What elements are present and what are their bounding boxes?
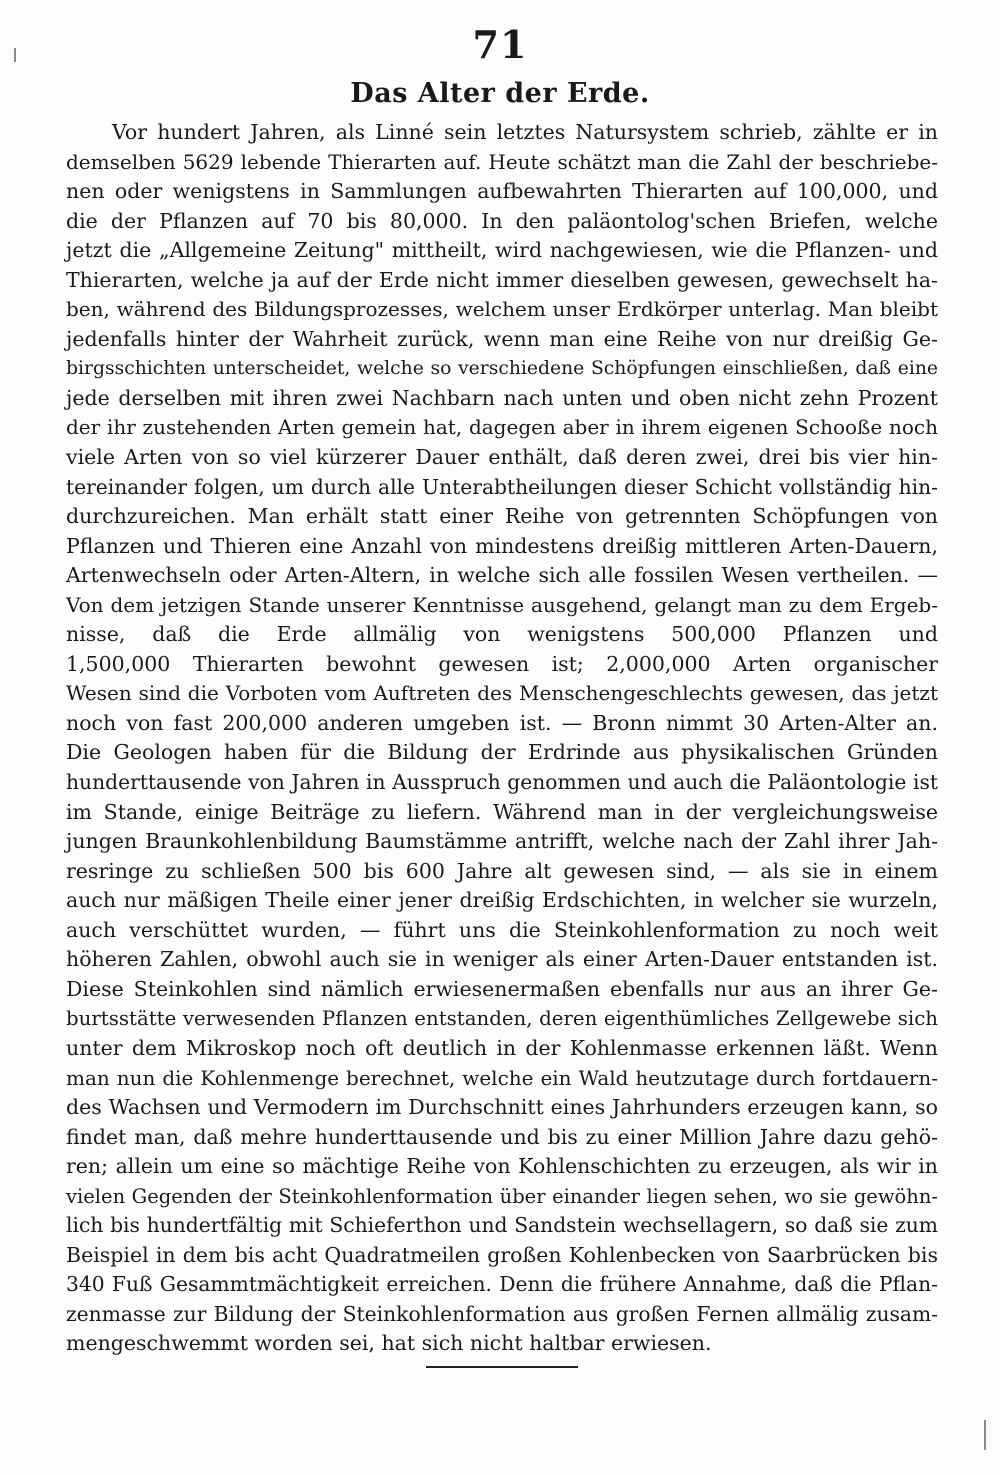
text-line: tereinander folgen, um durch alle Unterabtheilungen dieser Schicht vollständig hin- bbox=[66, 474, 938, 499]
text-line: Diese Steinkohlen sind nämlich erwiesenermaßen ebenfalls nur aus an ihrer Ge- bbox=[66, 976, 938, 1001]
text-line: zenmasse zur Bildung der Steinkohlenformation aus großen Fernen allmälig zusam- bbox=[66, 1301, 938, 1326]
text-line: Die Geologen haben für die Bildung der Erdrinde aus physikalischen Gründen bbox=[66, 740, 938, 765]
text-line: man nun die Kohlenmenge berechnet, welche ein Wald heutzutage durch fortdauern- bbox=[66, 1065, 938, 1090]
section-divider bbox=[426, 1366, 578, 1368]
text-line: burtsstätte verwesenden Pflanzen entstanden, deren eigenthümliches Zellgewebe sich bbox=[66, 1007, 938, 1031]
text-line: jetzt die „Allgemeine Zeitung" mittheilt, wird nachgewiesen, wie die Pflanzen- und bbox=[66, 238, 938, 263]
text-line: Beispiel in dem bis acht Quadratmeilen großen Kohlenbecken von Saarbrücken bis bbox=[66, 1242, 938, 1267]
text-line: Wesen sind die Vorboten vom Auftreten des Menschengeschlechts gewesen, das jetzt bbox=[66, 681, 938, 706]
text-line: viele Arten von so viel kürzerer Dauer enthält, daß deren zwei, drei bis vier hin- bbox=[66, 445, 938, 470]
text-line: birgsschichten unterscheidet, welche so verschiedene Schöpfungen einschließen, daß eine bbox=[66, 358, 938, 380]
text-line: lich bis hundertfältig mit Schieferthon und Sandstein wechsellagern, so daß sie zum bbox=[66, 1213, 938, 1238]
text-line: auch nur mäßigen Theile einer jener dreißig Erdschichten, in welcher sie wurzeln, bbox=[66, 888, 938, 913]
text-line: der ihr zustehenden Arten gemein hat, dagegen aber in ihrem eigenen Schooße noch bbox=[66, 415, 938, 440]
article-body bbox=[66, 118, 938, 1359]
text-line: auch verschüttet wurden, — führt uns die Steinkohlenformation zu noch weit bbox=[66, 917, 938, 942]
page-number: 71 bbox=[472, 22, 528, 67]
text-line: jungen Braunkohlenbildung Baumstämme antrifft, welche nach der Zahl ihrer Jah- bbox=[66, 829, 938, 854]
text-line: ben, während des Bildungsprozesses, welchem unser Erdkörper unterlag. Man bleibt bbox=[66, 297, 938, 322]
text-line: die der Pflanzen auf 70 bis 80,000. In den paläontolog'schen Briefen, welche bbox=[66, 208, 938, 233]
text-line: mengeschwemmt worden sei, hat sich nicht haltbar erwiesen. bbox=[66, 1331, 712, 1356]
article-title: Das Alter der Erde. bbox=[350, 78, 650, 109]
text-line: nisse, daß die Erde allmälig von wenigstens 500,000 Pflanzen und bbox=[66, 622, 938, 647]
text-line: 340 Fuß Gesammtmächtigkeit erreichen. Denn die frühere Annahme, daß die Pflan- bbox=[66, 1272, 938, 1297]
text-line: unter dem Mikroskop noch oft deutlich in der Kohlenmasse erkennen läßt. Wenn bbox=[66, 1035, 938, 1060]
text-line: jedenfalls hinter der Wahrheit zurück, wenn man eine Reihe von nur dreißig Ge- bbox=[66, 326, 938, 351]
text-line: Vor hundert Jahren, als Linné sein letztes Natursystem schrieb, zählte er in bbox=[112, 120, 938, 144]
text-line: demselben 5629 lebende Thierarten auf. Heute schätzt man die Zahl der beschriebe- bbox=[66, 149, 938, 174]
text-line: Von dem jetzigen Stande unserer Kenntnisse ausgehend, gelangt man zu dem Ergeb- bbox=[66, 592, 938, 617]
text-line: im Stande, einige Beiträge zu liefern. Während man in der vergleichungsweise bbox=[66, 799, 938, 824]
text-line: höheren Zahlen, obwohl auch sie in weniger als einer Arten-Dauer entstanden ist. bbox=[66, 947, 938, 972]
text-line: durchzureichen. Man erhält statt einer Reihe von getrennten Schöpfungen von bbox=[66, 504, 938, 529]
text-line: noch von fast 200,000 anderen umgeben ist. — Bronn nimmt 30 Arten-Alter an. bbox=[66, 710, 938, 735]
text-line: hunderttausende von Jahren in Ausspruch genommen und auch die Paläontologie ist bbox=[66, 770, 938, 795]
text-line: jede derselben mit ihren zwei Nachbarn nach unten und oben nicht zehn Prozent bbox=[66, 385, 938, 410]
text-line: resringe zu schließen 500 bis 600 Jahre alt gewesen sind, — als sie in einem bbox=[66, 858, 938, 883]
text-line: findet man, daß mehre hunderttausende und bis zu einer Million Jahre dazu gehö- bbox=[66, 1124, 938, 1149]
edge-mark bbox=[984, 1420, 986, 1450]
text-line: 1,500,000 Thierarten bewohnt gewesen ist; 2,000,000 Arten organischer bbox=[66, 651, 938, 676]
text-line: des Wachsen und Vermodern im Durchschnitt eines Jahrhunders erzeugen kann, so bbox=[66, 1095, 938, 1120]
text-line: vielen Gegenden der Steinkohlenformation über einander liegen sehen, wo sie gewöhn- bbox=[66, 1184, 938, 1208]
text-line: ren; allein um eine so mächtige Reihe von Kohlenschichten zu erzeugen, als wir in bbox=[66, 1154, 938, 1179]
text-line: Pflanzen und Thieren eine Anzahl von mindestens dreißig mittleren Arten-Dauern, bbox=[66, 533, 938, 558]
text-line: Artenwechseln oder Arten-Altern, in welche sich alle fossilen Wesen vertheilen. — bbox=[66, 563, 938, 588]
text-line: nen oder wenigstens in Sammlungen aufbewahrten Thierarten auf 100,000, und bbox=[66, 179, 938, 204]
text-line: Thierarten, welche ja auf der Erde nicht immer dieselben gewesen, gewechselt ha- bbox=[66, 267, 938, 292]
